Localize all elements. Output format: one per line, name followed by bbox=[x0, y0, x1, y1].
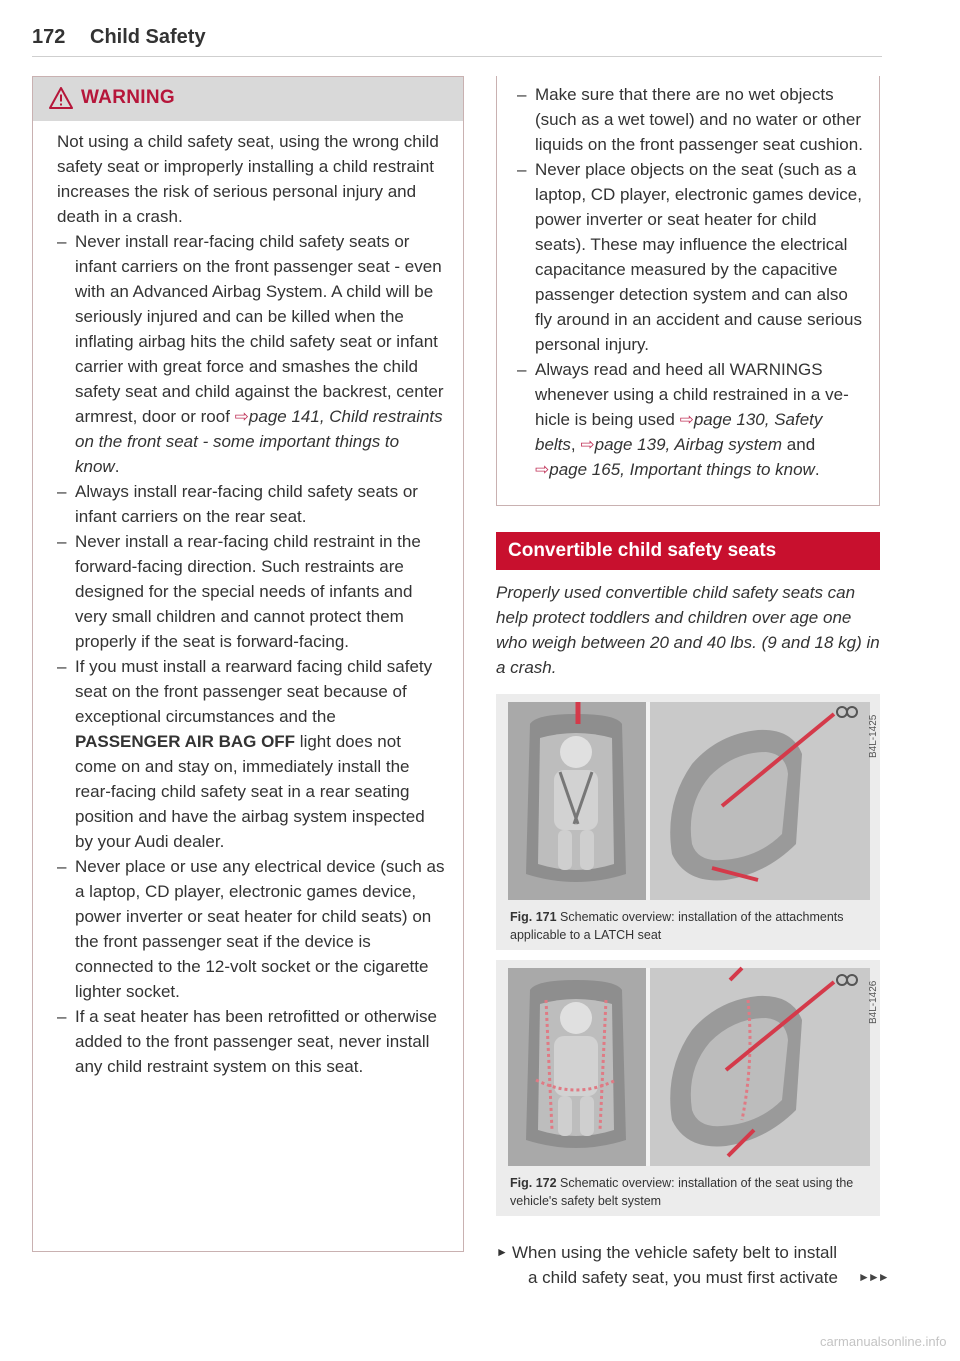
ref-arrow-icon: ⇨ bbox=[679, 410, 694, 429]
instruction-line-2: a child safety seat, you must first activate bbox=[528, 1268, 838, 1287]
page-number: 172 bbox=[32, 26, 66, 48]
section-intro: Properly used convertible child safety seats can help protect toddlers and children over age one who weigh between 20 and 40 lbs. (9 and 18 kg) in a crash. bbox=[496, 583, 880, 677]
warning-item: – Always install rear-facing child safety seats or infant carriers on the rear seat. bbox=[57, 479, 445, 529]
page-reference-link[interactable]: page 130, Safety belts bbox=[535, 410, 823, 454]
figure-caption-text: Schematic overview: installation of the seat using the vehicle's safety belt system bbox=[510, 1176, 854, 1208]
warning-continuation-list bbox=[517, 82, 863, 482]
warning-item: – Never install rear-facing child safety seats or infant carriers on the front passenger seat - even with an Advanced Airbag System. A child will be seriously injured and can be killed when the inflating airbag hits the child safety seat or infant carrier with great force and smashes the child safety seat and child against the backrest, center armrest, door or roof ⇨page 141, Child restraints on the front seat - some important things to know. bbox=[57, 229, 445, 479]
figure-caption-text: Schematic overview: installation of the attachments applicable to a LATCH seat bbox=[510, 910, 844, 942]
figure-code: B4L-1426 bbox=[868, 980, 879, 1024]
ref-arrow-icon: ⇨ bbox=[535, 460, 550, 479]
figure-number: Fig. 172 bbox=[510, 1176, 557, 1190]
page-header bbox=[32, 24, 882, 57]
warning-list bbox=[57, 229, 445, 1079]
triangle-bullet-icon: ► bbox=[496, 1245, 508, 1259]
ref-arrow-icon: ⇨ bbox=[580, 435, 595, 454]
section-header-title: Child Safety bbox=[90, 26, 206, 48]
warning-item: – Never place or use any electrical device (such as a laptop, CD player, electronic games device, power inverter or seat heater for child seats) on the front passenger seat if the device is connected to the 12-volt socket or the cigarette lighter socket. bbox=[57, 854, 445, 1004]
warning-item: – If a seat heater has been retrofitted or otherwise added to the front passenger seat, never install any child restraint system on this seat. bbox=[57, 1004, 445, 1079]
warning-triangle-icon bbox=[49, 87, 73, 109]
figure-caption bbox=[496, 904, 880, 950]
warning-item: – If you must install a rearward facing child safety seat on the front passenger seat because of exceptional circumstances and the PASSENGER AIR BAG OFF light does not come on and stay on, immediately install the rear-facing child safety seat in a rear seating position and have the airbag system inspected by your Audi dealer. bbox=[57, 654, 445, 854]
figure-number: Fig. 171 bbox=[510, 910, 557, 924]
figure-172 bbox=[496, 960, 880, 1216]
warning-header bbox=[33, 77, 463, 121]
warning-label: WARNING bbox=[81, 87, 175, 108]
warning-item: – Never place objects on the seat (such as a laptop, CD player, electronic games device, power inverter or seat heater for child seats). These may influence the electrical capacitance measured by the capacitive passenger detection system and can also fly around in an accident and cause serious personal injury. bbox=[517, 157, 863, 357]
latch-seat-illustration bbox=[496, 694, 880, 904]
page-reference-link[interactable]: page 165, Important things to know bbox=[549, 460, 815, 479]
figure-code: B4L-1425 bbox=[868, 714, 879, 758]
warning-item: – Always read and heed all WARNINGS whenever using a child restrained in a vehicle is being used ⇨page 130, Safety belts, ⇨page 139, Airbag system and ⇨page 165, Important things to know. bbox=[517, 357, 863, 482]
figure-171 bbox=[496, 694, 880, 950]
warning-body bbox=[33, 121, 463, 1079]
safety-belt-seat-illustration bbox=[496, 960, 880, 1170]
figure-caption bbox=[496, 1170, 880, 1216]
warning-box bbox=[32, 76, 464, 1252]
airbag-off-label: PASSENGER AIR BAG OFF bbox=[75, 732, 296, 751]
continue-arrows-icon: ►►► bbox=[858, 1270, 888, 1284]
warning-item: – Never install a rear-facing child restraint in the forward-facing direction. Such restraints are designed for the special needs of infants and very small children and cannot protect them properly if the seat is forward-facing. bbox=[57, 529, 445, 654]
footer-watermark: carmanualsonline.info bbox=[820, 1334, 947, 1349]
warning-item: – Make sure that there are no wet objects (such as a wet towel) and no water or other liquids on the front passenger seat cushion. bbox=[517, 82, 863, 157]
warning-intro: Not using a child safety seat, using the wrong child safety seat or improperly installing a child restraint increases the risk of serious personal injury and death in a crash. bbox=[57, 132, 439, 226]
section-title-bar: Convertible child safety seats bbox=[496, 532, 880, 570]
page-reference-link[interactable]: page 141, Child restraints on the front seat - some important things to know bbox=[75, 407, 443, 476]
page-reference-link[interactable]: page 139, Airbag system bbox=[594, 435, 783, 454]
ref-arrow-icon: ⇨ bbox=[234, 407, 249, 426]
instruction-line-1: When using the vehicle safety belt to install bbox=[512, 1243, 838, 1262]
warning-continuation-box bbox=[496, 76, 880, 506]
